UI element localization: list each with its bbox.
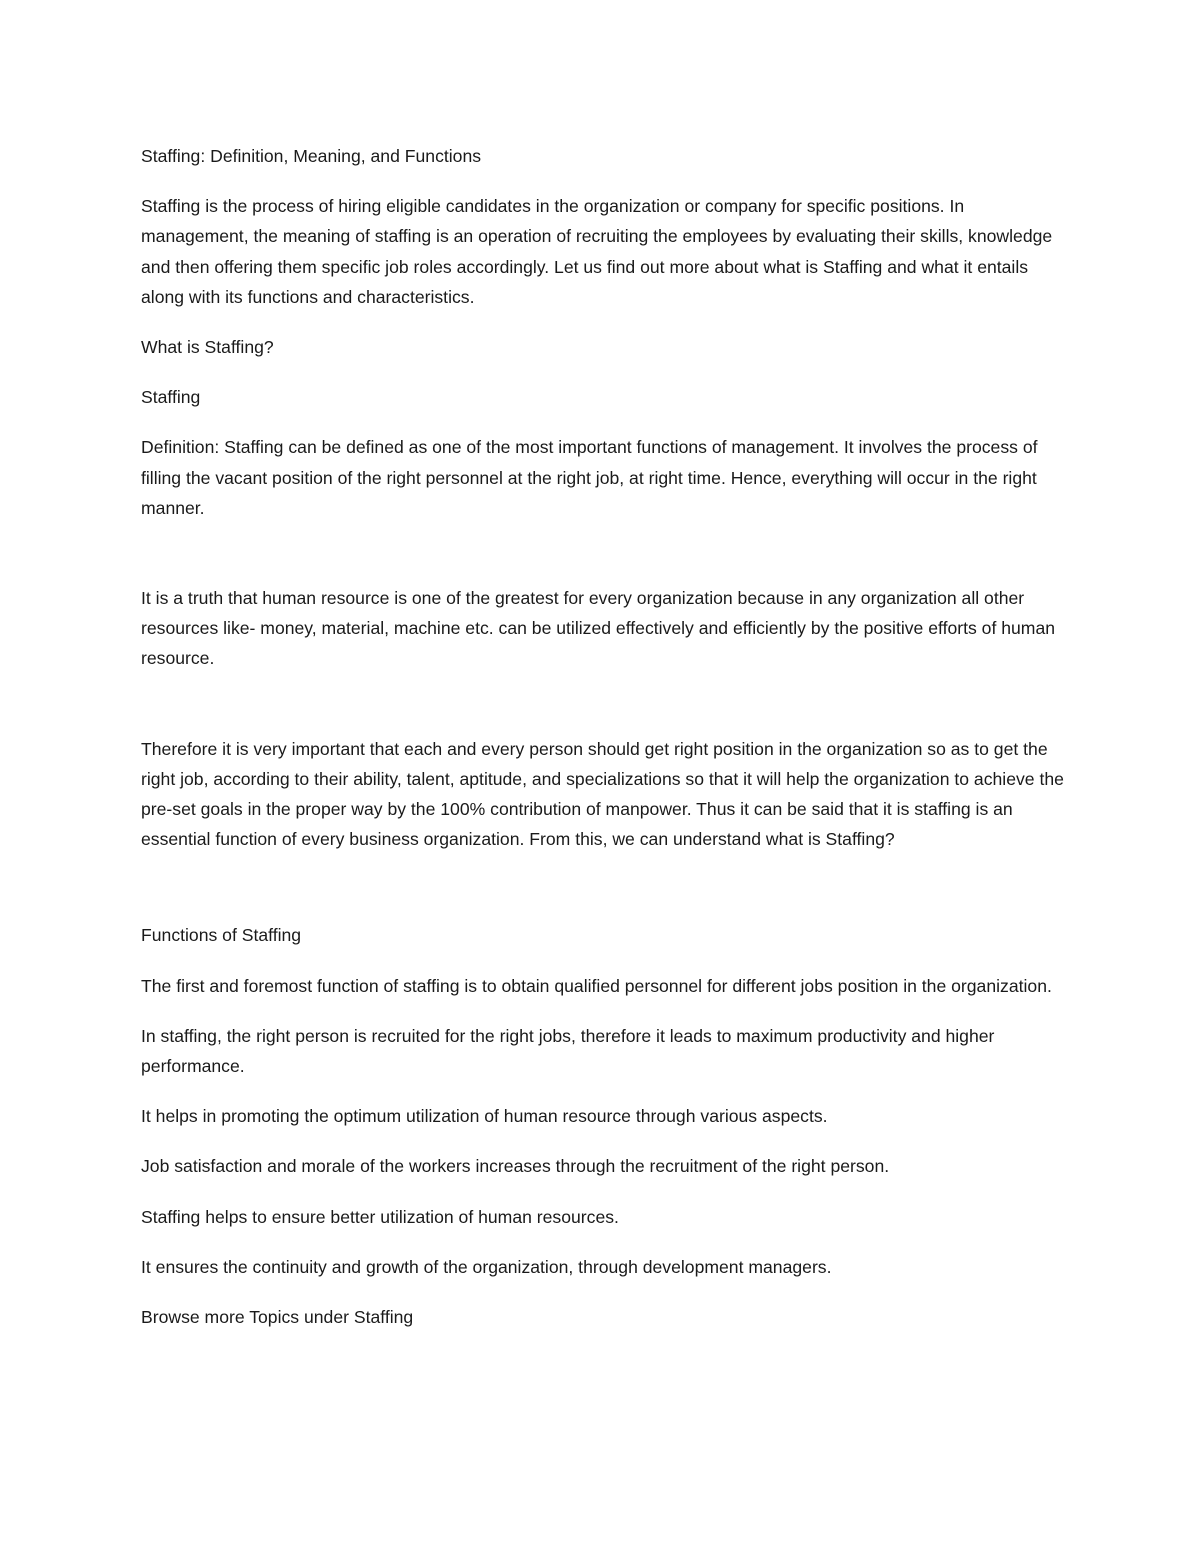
document-body xyxy=(141,141,1066,1352)
function-item-2: In staffing, the right person is recruited for the right jobs, therefore it leads to maximum productivity and higher performance. xyxy=(141,1025,995,1077)
heading-functions-of-staffing: Functions of Staffing xyxy=(141,925,302,946)
function-item-3: It helps in promoting the optimum utilization of human resource through various aspects. xyxy=(141,1106,828,1127)
heading-what-is-staffing: What is Staffing? xyxy=(141,337,274,358)
paragraph-intro: Staffing is the process of hiring eligible candidates in the organization or company for specific positions. In management, the meaning of staffing is an operation of recruiting the employees by evaluating their skills, knowledge and then offering them specific job roles accordingly. Let us find out more about what is Staffing and what it entails along with its functions and characteristics. xyxy=(141,196,1053,307)
function-item-5: Staffing helps to ensure better utilization of human resources. xyxy=(141,1206,619,1227)
function-item-1: The first and foremost function of staffing is to obtain qualified personnel for different jobs position in the organization. xyxy=(141,975,1052,996)
browse-more-topics: Browse more Topics under Staffing xyxy=(141,1307,414,1328)
function-item-6: It ensures the continuity and growth of the organization, through development managers. xyxy=(141,1256,832,1277)
paragraph-importance: Therefore it is very important that each and every person should get right position in the organization so as to get the right job, according to their ability, talent, aptitude, and specializations so that it will help the organization to achieve the pre-set goals in the proper way by the 100% contribution of manpower. Thus it can be said that it is staffing is an essential function of every business organization. From this, we can understand what is Staffing? xyxy=(141,738,1064,850)
document-title: Staffing: Definition, Meaning, and Functions xyxy=(141,146,482,166)
function-item-4: Job satisfaction and morale of the workers increases through the recruitment of the right person. xyxy=(141,1156,890,1177)
paragraph-human-resource: It is a truth that human resource is one of the greatest for every organization because in any organization all other resources like- money, material, machine etc. can be utilized effectively and efficiently by the positive efforts of human resource. xyxy=(141,588,1056,669)
paragraph-definition: Definition: Staffing can be defined as one of the most important functions of management. It involves the process of filling the vacant position of the right personnel at the right job, at right time. Hence, everything will occur in the right manner. xyxy=(141,437,1038,518)
heading-staffing: Staffing xyxy=(141,387,201,408)
